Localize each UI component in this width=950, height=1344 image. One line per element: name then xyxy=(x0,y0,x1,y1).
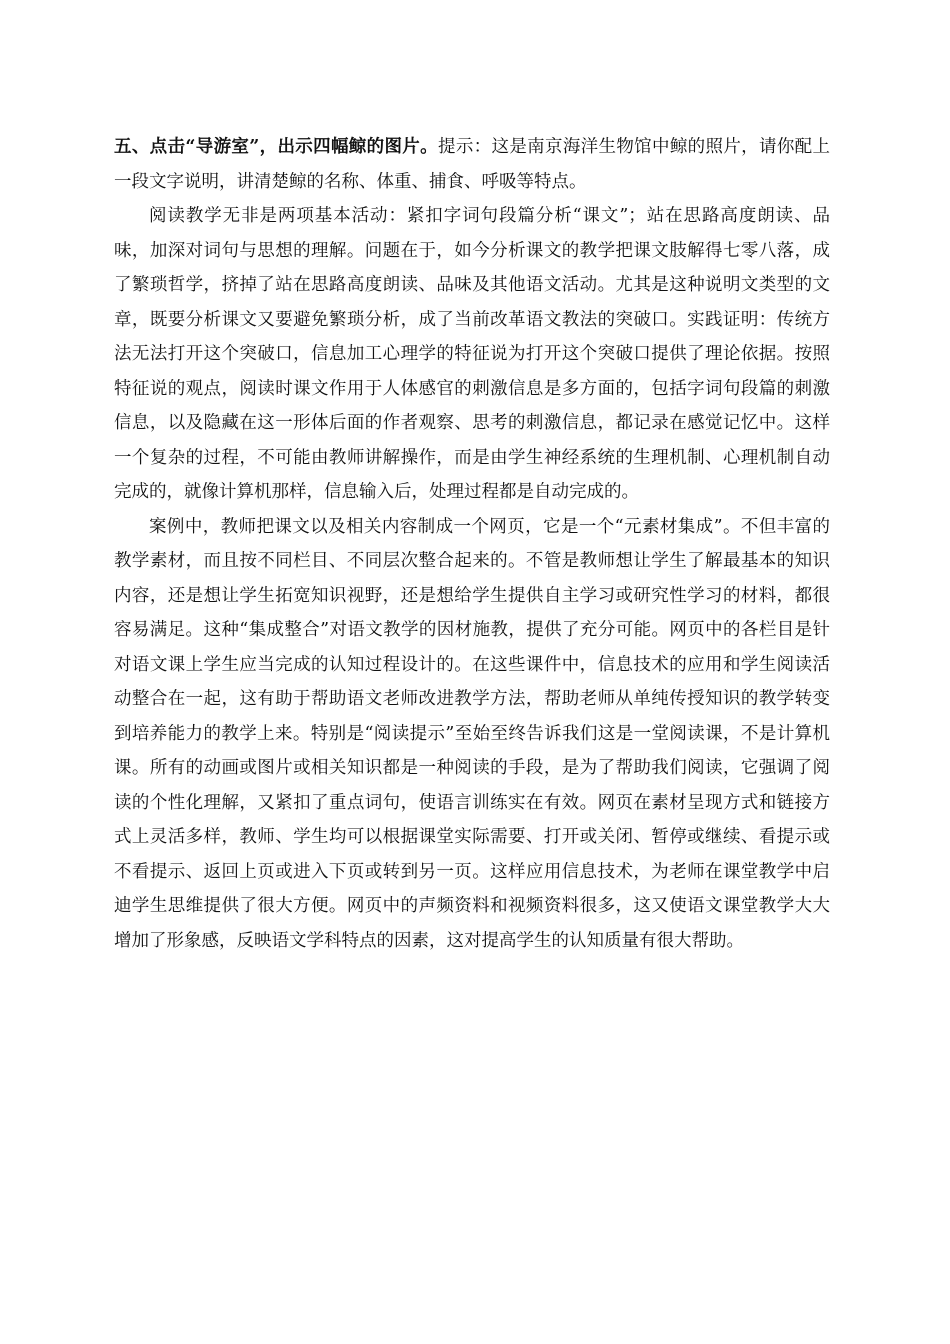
paragraph-case-analysis: 案例中，教师把课文以及相关内容制成一个网页，它是一个“元素材集成”。不但丰富的教学素材，而且按不同栏目、不同层次整合起来的。不管是教师想让学生了解最基本的知识内容，还是想让学生拓宽知识视野，还是想给学生提供自主学习或研究性学习的材料，都很容易满足。这种“集成整合”对语文教学的因材施教，提供了充分可能。网页中的各栏目是针对语文课上学生应当完成的认知过程设计的。在这些课件中，信息技术的应用和学生阅读活动整合在一起，这有助于帮助语文老师改进教学方法，帮助老师从单纯传授知识的教学转变到培养能力的教学上来。特别是“阅读提示”至始至终告诉我们这是一堂阅读课，不是计算机课。所有的动画或图片或相关知识都是一种阅读的手段，是为了帮助我们阅读，它强调了阅读的个性化理解，又紧扣了重点词句，使语言训练实在有效。网页在素材呈现方式和链接方式上灵活多样，教师、学生均可以根据课堂实际需要、打开或关闭、暂停或继续、看提示或不看提示、返回上页或进入下页或转到另一页。这样应用信息技术，为老师在课堂教学中启迪学生思维提供了很大方便。网页中的声频资料和视频资料很多，这又使语文课堂教学大大增加了形象感，反映语文学科特点的因素，这对提高学生的认知质量有很大帮助。 xyxy=(114,516,830,951)
task-hint-text: 提示：这是南京海洋生物馆中鲸的照片，请你配上一段文字说明，讲清楚鲸的名称、体重、捕食、呼吸等特点。 xyxy=(114,137,830,192)
paragraph-task-five xyxy=(114,130,830,199)
task-heading: 五、点击“导游室”，出示四幅鲸的图片。 xyxy=(114,137,438,157)
document-body xyxy=(114,130,830,958)
paragraph-reading-teaching: 阅读教学无非是两项基本活动：紧扣字词句段篇分析“课文”；站在思路高度朗读、品味，加深对词句与思想的理解。问题在于，如今分析课文的教学把课文肢解得七零八落，成了繁琐哲学，挤掉了站在思路高度朗读、品味及其他语文活动。尤其是这种说明文类型的文章，既要分析课文又要避免繁琐分析，成了当前改革语文教法的突破口。实践证明：传统方法无法打开这个突破口，信息加工心理学的特征说为打开这个突破口提供了理论依据。按照特征说的观点，阅读时课文作用于人体感官的刺激信息是多方面的，包括字词句段篇的刺激信息，以及隐藏在这一形体后面的作者观察、思考的刺激信息，都记录在感觉记忆中。这样一个复杂的过程，不可能由教师讲解操作，而是由学生神经系统的生理机制、心理机制自动完成的，就像计算机那样，信息输入后，处理过程都是自动完成的。 xyxy=(114,206,830,502)
